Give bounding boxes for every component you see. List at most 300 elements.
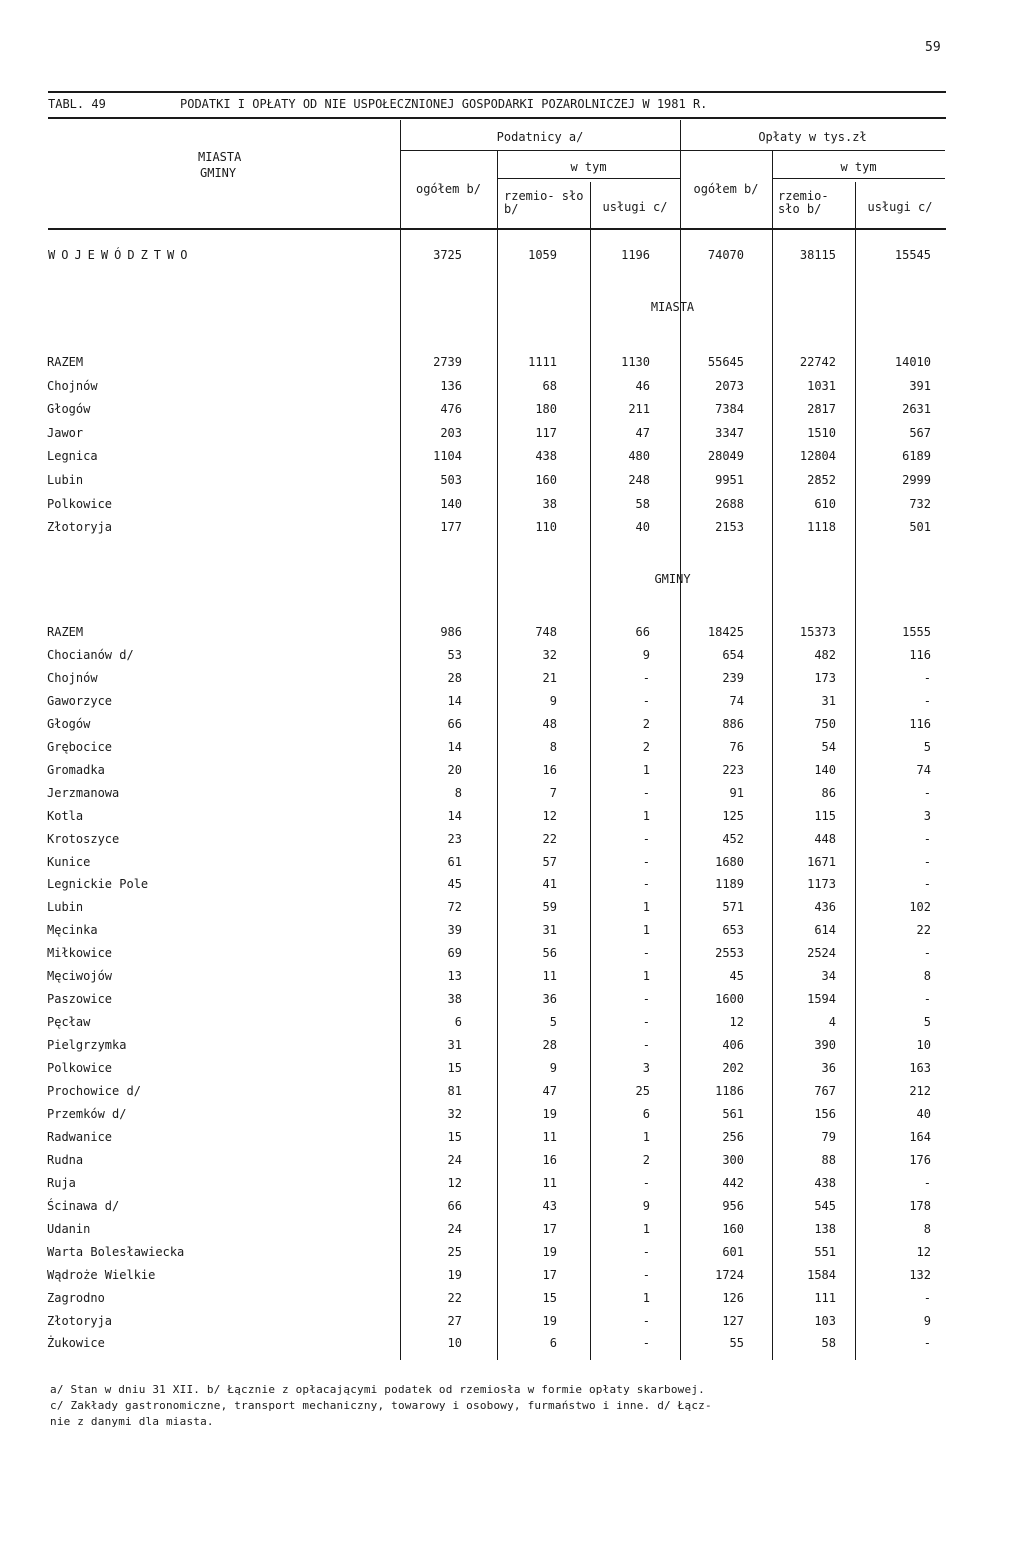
table-cell: 46 [635,379,650,393]
table-cell: 76 [729,740,744,754]
table-cell: 248 [628,473,650,487]
table-cell: 72 [447,900,462,914]
table-cell: 11 [542,1130,557,1144]
table-cell: 19 [542,1107,557,1121]
row-name: Jerzmanowa [47,786,120,800]
table-cell: 1130 [621,355,650,369]
table-cell: 88 [821,1153,836,1167]
wojewodztwo-value: 38115 [799,248,836,262]
table-cell: 43 [542,1199,557,1213]
table-cell: 176 [909,1153,931,1167]
table-cell: 103 [814,1314,836,1328]
table-cell: 38 [542,497,557,511]
header-uslugi-2: usługi c/ [867,200,933,214]
row-name: Legnickie Pole [47,877,149,891]
table-cell: 436 [814,900,836,914]
table-cell: 610 [814,497,836,511]
table-cell: 160 [535,473,557,487]
row-name: Prochowice d/ [47,1084,141,1098]
table-cell: 256 [722,1130,744,1144]
table-cell: - [923,1291,931,1305]
table-cell: 482 [814,648,836,662]
header-oplaty-ogolem: ogółem b/ [693,182,759,196]
table-cell: 503 [440,473,462,487]
table-cell: 15 [447,1061,462,1075]
table-cell: 3 [923,809,931,823]
table-cell: 177 [440,520,462,534]
table-cell: 2 [642,717,650,731]
table-cell: 9 [923,1314,931,1328]
row-name: Żukowice [47,1336,105,1350]
row-name: RAZEM [47,355,84,369]
table-cell: 438 [535,449,557,463]
table-cell: 5 [923,740,931,754]
table-cell: - [642,877,650,891]
table-cell: 1594 [807,992,836,1006]
table-cell: 545 [814,1199,836,1213]
table-cell: 20 [447,763,462,777]
table-cell: 53 [447,648,462,662]
table-cell: 91 [729,786,744,800]
table-cell: - [642,832,650,846]
table-cell: 1 [642,969,650,983]
table-cell: 14 [447,694,462,708]
top-rule [48,91,946,93]
table-cell: 653 [722,923,744,937]
row-name: Męcinka [47,923,98,937]
table-cell: 125 [722,809,744,823]
table-cell: 8 [454,786,462,800]
table-cell: 23 [447,832,462,846]
table-cell: - [642,1015,650,1029]
wojewodztwo-value: 1196 [621,248,650,262]
table-cell: - [642,992,650,1006]
table-cell: 36 [542,992,557,1006]
table-cell: 14 [447,740,462,754]
table-cell: - [923,671,931,685]
table-cell: 59 [542,900,557,914]
table-cell: 10 [916,1038,931,1052]
table-cell: 2688 [715,497,744,511]
table-cell: 223 [722,763,744,777]
footnote-3: nie z danymi dla miasta. [50,1415,214,1428]
table-cell: 173 [814,671,836,685]
row-name: Gaworzyce [47,694,113,708]
table-cell: 48 [542,717,557,731]
table-cell: 164 [909,1130,931,1144]
table-cell: - [923,992,931,1006]
table-cell: 501 [909,520,931,534]
table-cell: 138 [814,1222,836,1236]
table-cell: 132 [909,1268,931,1282]
table-cell: 56 [542,946,557,960]
footnote-1: a/ Stan w dniu 31 XII. b/ Łącznie z opłacającymi podatek od rzemiosła w formie opłaty skarbowej. [50,1383,705,1396]
title-rule [48,117,946,119]
table-cell: - [642,1245,650,1259]
table-cell: 601 [722,1245,744,1259]
wojewodztwo-value: 3725 [433,248,462,262]
table-cell: 571 [722,900,744,914]
table-cell: - [642,1176,650,1190]
table-cell: 480 [628,449,650,463]
header-rzemioslo-2: rzemio- sło b/ [778,189,829,216]
table-cell: 1555 [902,625,931,639]
table-cell: 19 [542,1245,557,1259]
table-cell: 136 [440,379,462,393]
row-name: Gromadka [47,763,105,777]
table-cell: - [642,671,650,685]
table-cell: 750 [814,717,836,731]
table-cell: 956 [722,1199,744,1213]
table-cell: 31 [821,694,836,708]
table-cell: 15 [542,1291,557,1305]
row-name: Złotoryja [47,520,113,534]
table-cell: 9 [642,648,650,662]
table-cell: 551 [814,1245,836,1259]
table-cell: 126 [722,1291,744,1305]
row-name: Udanin [47,1222,91,1236]
table-cell: - [923,877,931,891]
table-cell: 11 [542,1176,557,1190]
table-cell: 11 [542,969,557,983]
table-cell: 391 [909,379,931,393]
header-oplaty: Opłaty w tys.zł [758,130,867,144]
row-name: Legnica [47,449,98,463]
row-name: Zagrodno [47,1291,105,1305]
row-name: Rudna [47,1153,84,1167]
row-name: Głogów [47,717,91,731]
header-rule-1 [400,150,945,151]
table-cell: 32 [447,1107,462,1121]
table-cell: 8 [549,740,557,754]
table-cell: 1 [642,809,650,823]
table-cell: 1680 [715,855,744,869]
table-cell: 69 [447,946,462,960]
row-name: Krotoszyce [47,832,120,846]
table-cell: 47 [542,1084,557,1098]
table-cell: 21 [542,671,557,685]
header-podatnicy-ogolem: ogółem b/ [415,182,482,196]
table-cell: 5 [923,1015,931,1029]
table-cell: 1031 [807,379,836,393]
row-name: Kunice [47,855,91,869]
row-name: Męciwojów [47,969,113,983]
header-rzemioslo-1: rzemio- sło b/ [504,189,584,216]
row-name: Kotla [47,809,84,823]
table-cell: 16 [542,763,557,777]
table-cell: 442 [722,1176,744,1190]
row-name: Polkowice [47,1061,113,1075]
table-cell: 15373 [799,625,836,639]
table-cell: 81 [447,1084,462,1098]
row-name: Wądroże Wielkie [47,1268,156,1282]
table-cell: 7384 [715,402,744,416]
table-cell: 111 [814,1291,836,1305]
table-cell: 1510 [807,426,836,440]
table-cell: 40 [916,1107,931,1121]
table-cell: 239 [722,671,744,685]
row-name: Lubin [47,473,84,487]
table-cell: 12804 [799,449,836,463]
table-cell: 55645 [707,355,744,369]
page-number: 59 [925,40,941,55]
table-cell: 31 [447,1038,462,1052]
header-uslugi-1: usługi c/ [602,200,668,214]
table-cell: 25 [635,1084,650,1098]
table-cell: 140 [440,497,462,511]
table-cell: 39 [447,923,462,937]
table-cell: 66 [635,625,650,639]
table-cell: 1 [642,1291,650,1305]
table-cell: 22 [916,923,931,937]
table-cell: - [642,786,650,800]
table-cell: - [642,1268,650,1282]
row-name: Złotoryja [47,1314,113,1328]
table-cell: - [923,855,931,869]
table-cell: 79 [821,1130,836,1144]
table-cell: 180 [535,402,557,416]
table-cell: 22742 [799,355,836,369]
table-cell: 438 [814,1176,836,1190]
table-cell: 25 [447,1245,462,1259]
table-cell: 74 [916,763,931,777]
table-cell: 2631 [902,402,931,416]
table-cell: 74 [729,694,744,708]
table-cell: 202 [722,1061,744,1075]
table-cell: - [642,694,650,708]
table-cell: 13 [447,969,462,983]
table-cell: 9 [642,1199,650,1213]
table-cell: 6 [642,1107,650,1121]
table-cell: 12 [447,1176,462,1190]
table-cell: 54 [821,740,836,754]
table-cell: 102 [909,900,931,914]
table-cell: 41 [542,877,557,891]
table-cell: 2553 [715,946,744,960]
section-title: GMINY [654,572,691,586]
table-cell: 28 [447,671,462,685]
row-name: Ruja [47,1176,76,1190]
table-cell: 15 [447,1130,462,1144]
table-cell: 9 [549,1061,557,1075]
table-cell: 4 [828,1015,836,1029]
table-cell: 1189 [715,877,744,891]
row-name: Radwanice [47,1130,113,1144]
row-name: Chocianów d/ [47,648,134,662]
table-cell: 1 [642,1130,650,1144]
table-cell: 1671 [807,855,836,869]
table-cell: 452 [722,832,744,846]
table-cell: 40 [635,520,650,534]
table-cell: 19 [542,1314,557,1328]
table-cell: 18425 [707,625,744,639]
table-cell: 1 [642,1222,650,1236]
table-cell: 767 [814,1084,836,1098]
table-cell: - [923,786,931,800]
row-name: Ścinawa d/ [47,1199,120,1213]
table-label: TABL. 49 [48,97,106,111]
table-cell: 1 [642,900,650,914]
table-cell: - [923,946,931,960]
table-cell: 117 [535,426,557,440]
table-cell: 567 [909,426,931,440]
table-cell: 17 [542,1268,557,1282]
footnote-2: c/ Zakłady gastronomiczne, transport mechaniczny, towarowy i osobowy, furmaństwo i inne. d/ Łącz- [50,1399,712,1412]
header-podatnicy-w-tym: w tym [570,160,607,174]
table-cell: 654 [722,648,744,662]
row-name: Pęcław [47,1015,91,1029]
table-cell: - [642,855,650,869]
table-cell: 38 [447,992,462,1006]
row-name: Grębocice [47,740,113,754]
table-cell: 24 [447,1153,462,1167]
table-cell: 45 [447,877,462,891]
table-cell: 9 [549,694,557,708]
header-podatnicy: Podatnicy a/ [496,130,584,144]
table-cell: 66 [447,717,462,731]
table-cell: 34 [821,969,836,983]
table-cell: 406 [722,1038,744,1052]
row-name: RAZEM [47,625,84,639]
wojewodztwo-label: WOJEWÓDZTWO [48,248,194,262]
table-cell: 22 [447,1291,462,1305]
table-cell: 6 [549,1336,557,1350]
table-cell: 476 [440,402,462,416]
table-cell: 2999 [902,473,931,487]
table-cell: 115 [814,809,836,823]
table-cell: 27 [447,1314,462,1328]
section-title: MIASTA [650,300,695,314]
table-cell: 12 [916,1245,931,1259]
table-cell: 14 [447,809,462,823]
table-cell: 2153 [715,520,744,534]
table-cell: - [923,1336,931,1350]
table-cell: 732 [909,497,931,511]
stub-header-gminy: GMINY [200,166,237,180]
table-cell: 14010 [894,355,931,369]
table-cell: 1104 [433,449,462,463]
table-cell: 58 [821,1336,836,1350]
table-cell: 58 [635,497,650,511]
table-cell: 300 [722,1153,744,1167]
table-cell: 116 [909,717,931,731]
table-cell: 2852 [807,473,836,487]
wojewodztwo-value: 74070 [707,248,744,262]
table-cell: 61 [447,855,462,869]
row-name: Miłkowice [47,946,113,960]
table-cell: 2 [642,740,650,754]
table-cell: 160 [722,1222,744,1236]
table-cell: - [923,832,931,846]
table-cell: 1 [642,763,650,777]
table-cell: 1118 [807,520,836,534]
row-name: Chojnów [47,379,98,393]
table-cell: 12 [729,1015,744,1029]
table-cell: 6 [454,1015,462,1029]
table-cell: 5 [549,1015,557,1029]
table-cell: 748 [535,625,557,639]
table-cell: 448 [814,832,836,846]
table-cell: 110 [535,520,557,534]
table-cell: 22 [542,832,557,846]
table-cell: - [642,1038,650,1052]
table-cell: 1186 [715,1084,744,1098]
table-cell: 1724 [715,1268,744,1282]
table-cell: - [642,1314,650,1328]
table-cell: 86 [821,786,836,800]
table-cell: 140 [814,763,836,777]
header-rule-2b [772,178,945,179]
table-cell: 8 [923,1222,931,1236]
table-cell: 561 [722,1107,744,1121]
table-cell: 57 [542,855,557,869]
table-cell: 7 [549,786,557,800]
table-cell: 31 [542,923,557,937]
table-cell: 68 [542,379,557,393]
table-cell: 614 [814,923,836,937]
table-cell: 6189 [902,449,931,463]
row-name: Pielgrzymka [47,1038,127,1052]
table-cell: 3347 [715,426,744,440]
row-name: Polkowice [47,497,113,511]
table-cell: 127 [722,1314,744,1328]
table-cell: 211 [628,402,650,416]
table-cell: 3 [642,1061,650,1075]
table-cell: 1 [642,923,650,937]
wojewodztwo-value: 15545 [894,248,931,262]
table-cell: - [923,694,931,708]
table-cell: 19 [447,1268,462,1282]
table-cell: 203 [440,426,462,440]
table-cell: 986 [440,625,462,639]
table-cell: 1173 [807,877,836,891]
header-rule-2a [497,178,680,179]
table-cell: 156 [814,1107,836,1121]
row-name: Lubin [47,900,84,914]
table-cell: 1584 [807,1268,836,1282]
row-name: Paszowice [47,992,113,1006]
row-name: Warta Bolesławiecka [47,1245,185,1259]
row-name: Przemków d/ [47,1107,127,1121]
table-cell: 178 [909,1199,931,1213]
stub-header-miasta: MIASTA [198,150,242,164]
row-name: Chojnów [47,671,98,685]
table-cell: 8 [923,969,931,983]
table-cell: 28 [542,1038,557,1052]
table-cell: 2524 [807,946,836,960]
table-cell: 2 [642,1153,650,1167]
table-cell: - [642,1336,650,1350]
table-cell: 16 [542,1153,557,1167]
table-cell: 24 [447,1222,462,1236]
table-cell: 1111 [528,355,557,369]
table-cell: 28049 [707,449,744,463]
table-cell: 886 [722,717,744,731]
table-cell: 17 [542,1222,557,1236]
table-cell: - [923,1176,931,1190]
table-cell: 12 [542,809,557,823]
table-cell: 2073 [715,379,744,393]
table-cell: 55 [729,1336,744,1350]
table-cell: 45 [729,969,744,983]
table-cell: 10 [447,1336,462,1350]
table-title: PODATKI I OPŁATY OD NIE USPOŁECZNIONEJ GOSPODARKI POZAROLNICZEJ W 1981 R. [180,97,708,111]
table-cell: 32 [542,648,557,662]
wojewodztwo-value: 1059 [528,248,557,262]
table-cell: 390 [814,1038,836,1052]
table-cell: 1600 [715,992,744,1006]
table-cell: 163 [909,1061,931,1075]
